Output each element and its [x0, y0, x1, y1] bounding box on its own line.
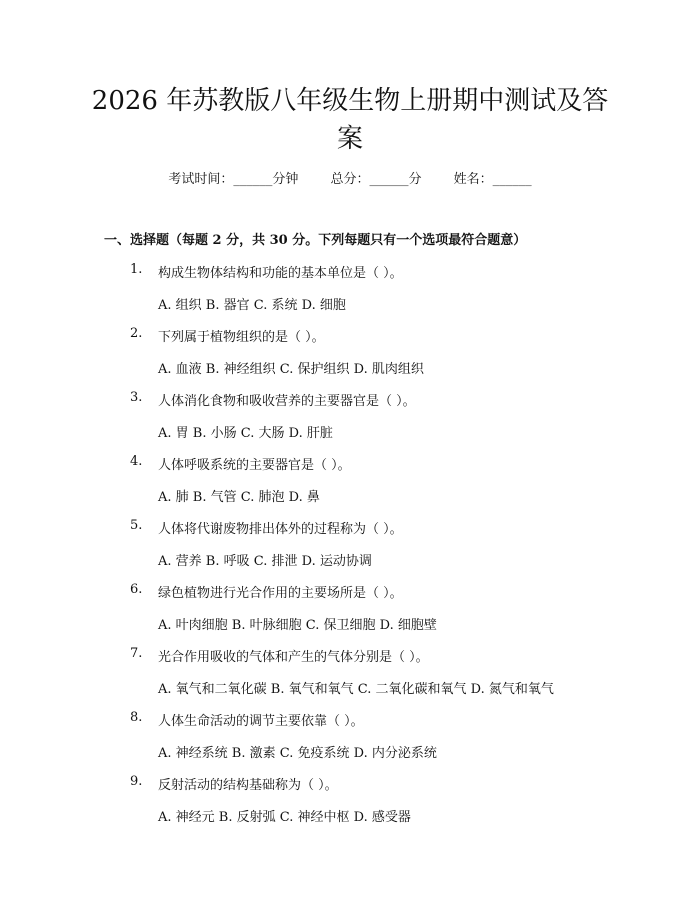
question-item [0, 646, 700, 710]
question-number: 9. [130, 774, 143, 789]
question-number: 3. [130, 390, 143, 405]
exam-name: 姓名：______ [453, 172, 532, 187]
question-number: 7. [130, 646, 143, 661]
section-title: 一、选择题（每题 2 分，共 30 分。下列每题只有一个选项最符合题意） [104, 233, 527, 248]
question-item [0, 710, 700, 774]
question-number: 4. [130, 454, 143, 469]
question-options: A. 叶肉细胞 B. 叶脉细胞 C. 保卫细胞 D. 细胞壁 [158, 618, 437, 633]
question-item [0, 518, 700, 582]
question-item [0, 390, 700, 454]
question-number: 8. [130, 710, 143, 725]
question-number: 2. [130, 326, 143, 341]
question-item [0, 774, 700, 838]
question-item [0, 326, 700, 390]
question-item [0, 454, 700, 518]
question-text: 下列属于植物组织的是（ ）。 [158, 330, 325, 345]
question-options: A. 肺 B. 气管 C. 肺泡 D. 鼻 [158, 490, 320, 505]
question-options: A. 组织 B. 器官 C. 系统 D. 细胞 [158, 298, 346, 313]
question-options: A. 营养 B. 呼吸 C. 排泄 D. 运动协调 [158, 554, 372, 569]
question-text: 人体消化食物和吸收营养的主要器官是（ ）。 [158, 394, 416, 409]
question-text: 人体将代谢废物排出体外的过程称为（ ）。 [158, 522, 403, 537]
question-options: A. 胃 B. 小肠 C. 大肠 D. 肝脏 [158, 426, 333, 441]
question-text: 反射活动的结构基础称为（ ）。 [158, 778, 338, 793]
question-text: 构成生物体结构和功能的基本单位是（ ）。 [158, 266, 403, 281]
question-options: A. 氧气和二氧化碳 B. 氧气和氧气 C. 二氧化碳和氧气 D. 氮气和氧气 [158, 682, 554, 697]
exam-score: 总分：______分 [330, 172, 422, 187]
question-options: A. 血液 B. 神经组织 C. 保护组织 D. 肌肉组织 [158, 362, 424, 377]
exam-time: 考试时间：______分钟 [168, 172, 299, 187]
question-text: 绿色植物进行光合作用的主要场所是（ ）。 [158, 586, 403, 601]
question-text: 光合作用吸收的气体和产生的气体分别是（ ）。 [158, 650, 429, 665]
question-text: 人体生命活动的调节主要依靠（ ）。 [158, 714, 364, 729]
question-item [0, 582, 700, 646]
question-item [0, 262, 700, 326]
question-text: 人体呼吸系统的主要器官是（ ）。 [158, 458, 351, 473]
page-title: 2026 年苏教版八年级生物上册期中测试及答案 [91, 86, 609, 154]
question-number: 1. [130, 262, 143, 277]
question-number: 6. [130, 582, 143, 597]
exam-meta [0, 168, 700, 187]
question-options: A. 神经系统 B. 激素 C. 免疫系统 D. 内分泌系统 [158, 746, 437, 761]
question-options: A. 神经元 B. 反射弧 C. 神经中枢 D. 感受器 [158, 810, 411, 825]
question-number: 5. [130, 518, 143, 533]
